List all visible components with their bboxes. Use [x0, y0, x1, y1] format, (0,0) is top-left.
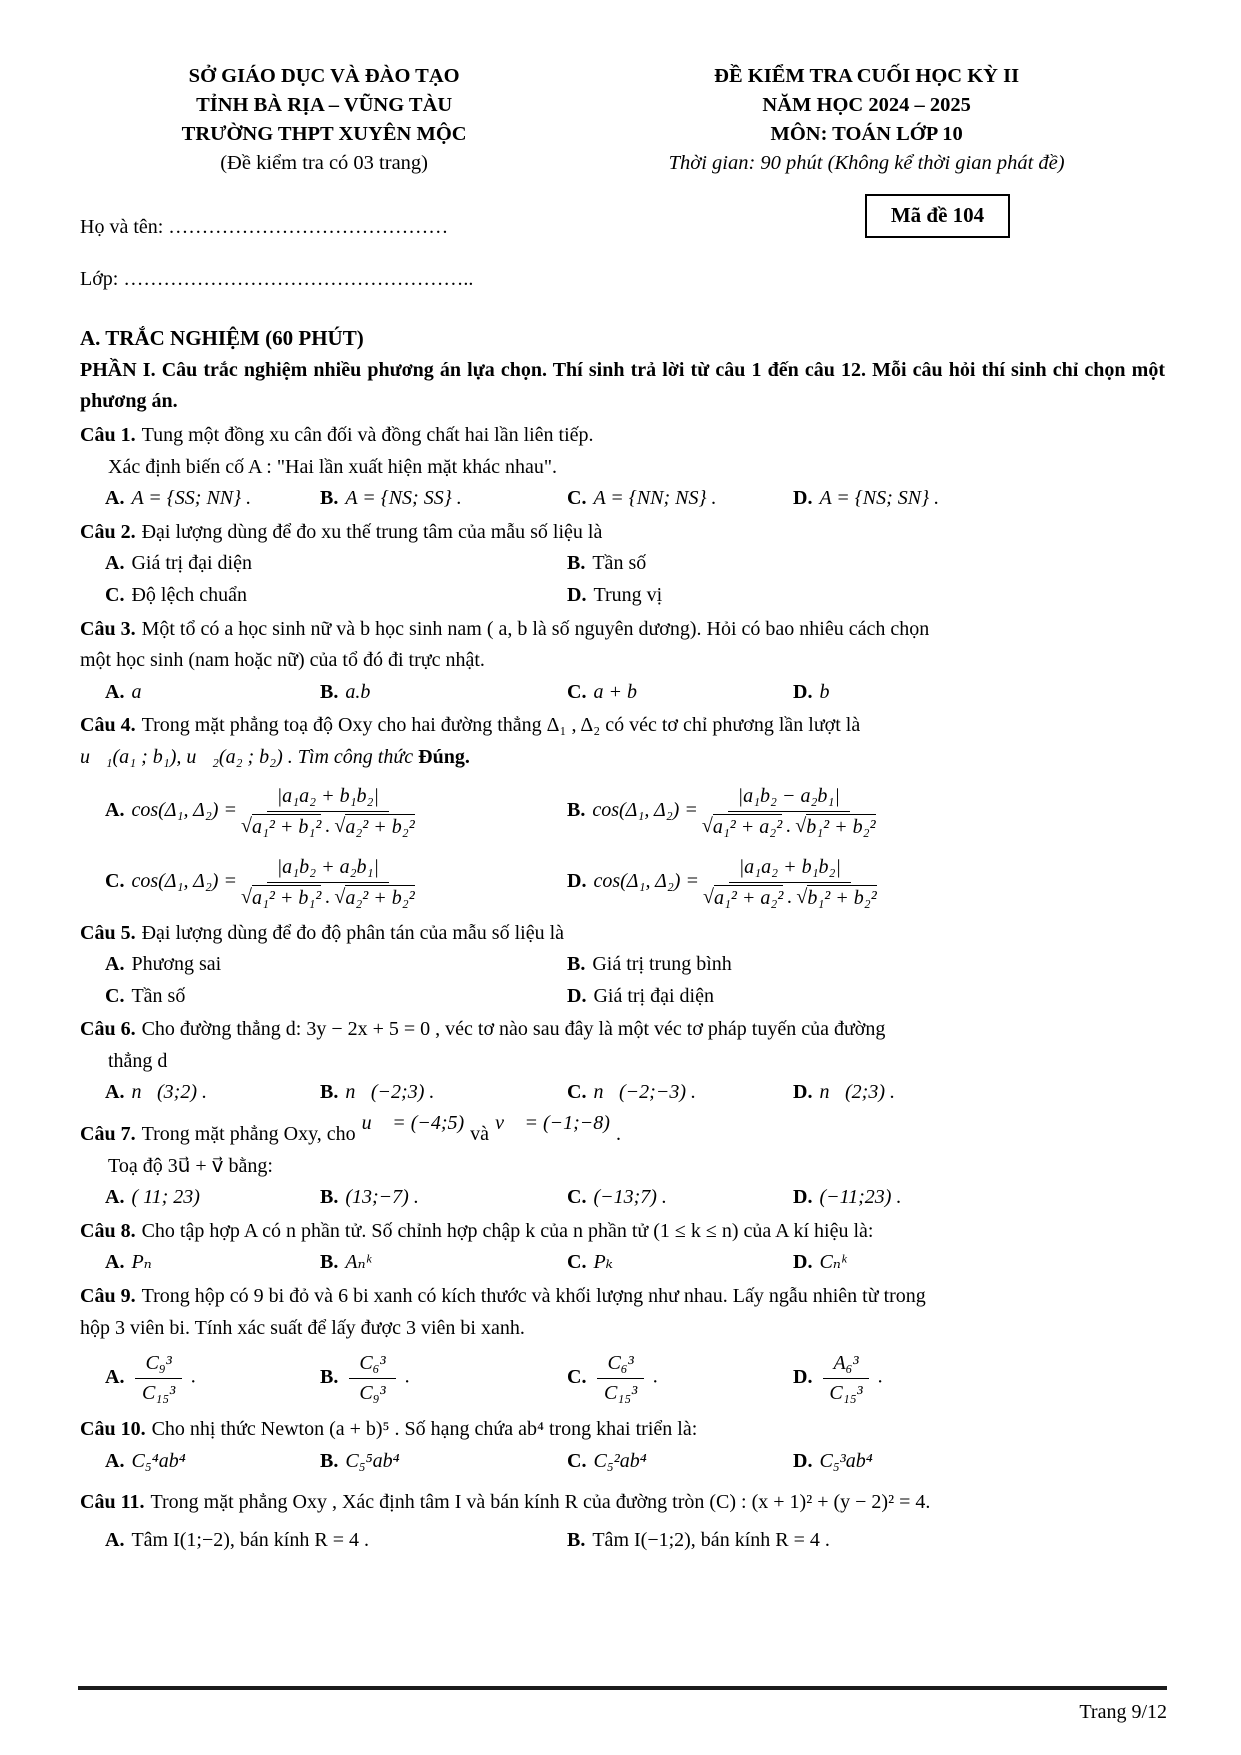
department-line: SỞ GIÁO DỤC VÀ ĐÀO TẠO [188, 65, 460, 87]
option-c: C. Độ lệch chuẩn [105, 583, 247, 606]
options-row [80, 548, 1165, 611]
options-row [80, 483, 1165, 515]
question-label: Câu 3. [80, 617, 136, 640]
options-row [80, 677, 1165, 709]
question-5 [80, 918, 1165, 1013]
question-7: Câu 7. Trong mặt phẳng Oxy, cho u⃗ = (−4;5) và v⃗ = (−1;−8) . Toạ độ 3u⃗ + v⃗ bằng: A. ( 11; 23) B. (13;−7) . C. (−13;7) . D. (−11;23) . [80, 1119, 1165, 1214]
sqrt-sign: √ [701, 814, 713, 837]
sqrt-sign: √ [240, 885, 252, 908]
question-2 [80, 517, 1165, 612]
question-text: Tung một đồng xu cân đối và đồng chất hai lần liên tiếp. [141, 423, 594, 446]
options-row [80, 1350, 1165, 1406]
options-row [80, 1077, 1165, 1109]
option-a: A. Phương sai [105, 953, 222, 976]
section-a-title: A. TRẮC NGHIỆM (60 PHÚT) [80, 325, 364, 350]
option-b: B. C₅⁵ab⁴ [320, 1449, 400, 1472]
school-line: TRƯỜNG THPT XUYÊN MỘC [181, 123, 467, 146]
option-b: B. Tần số [567, 552, 647, 575]
option-a: A. Tâm I(1;−2), bán kính R = 4 . [105, 1529, 369, 1552]
option-c: C. n⃗(−2;−3) . [567, 1081, 696, 1104]
options-row [80, 1182, 1165, 1214]
duration-line: Thời gian: 90 phút (Không kể thời gian phát đề) [668, 152, 1065, 175]
pages-note: (Đề kiểm tra có 03 trang) [220, 152, 428, 175]
option-b: B. Aₙᵏ [320, 1251, 372, 1274]
student-class-line: Lớp: …………………………………………….. [80, 268, 474, 291]
question-text: Đại lượng dùng để đo xu thế trung tâm của mẫu số liệu là [141, 520, 603, 543]
header-exam-block [568, 62, 1165, 178]
option-a: A. a [105, 680, 142, 703]
sqrt-sign: √ [795, 814, 807, 837]
option-c: C. Pₖ [567, 1251, 613, 1274]
question-text: Cho nhị thức Newton (a + b)⁵ . Số hạng chứa ab⁴ trong khai triển là: [151, 1418, 698, 1441]
option-a: A. Pₙ [105, 1251, 152, 1274]
option-a: A. C₅⁴ab⁴ [105, 1449, 186, 1472]
question-text: Đại lượng dùng để đo độ phân tán của mẫu số liệu là [141, 921, 565, 944]
question-label: Câu 8. [80, 1219, 136, 1242]
question-label: Câu 9. [80, 1285, 136, 1308]
question-text: Trong mặt phẳng Oxy , Xác định tâm I và bán kính R của đường tròn (C) : (x + 1)² + (y − 2)² = 4. [150, 1491, 931, 1514]
footer-divider [78, 1686, 1167, 1690]
question-label: Câu 4. [80, 714, 136, 737]
options-row [80, 949, 1165, 1012]
question-label: Câu 11. [80, 1491, 145, 1514]
option-b: B. A = {NS; SS} . [320, 487, 462, 510]
fraction: $\frac{\text{A₆³}}{\text{C₁₅³}}$ [823, 1350, 868, 1406]
option-a: A. ( 11; 23) [105, 1186, 200, 1209]
options-row [80, 1446, 1165, 1478]
option-d: D. Cₙᵏ [793, 1251, 847, 1274]
option-a: A. n⃗(3;2) . [105, 1081, 207, 1104]
question-text-2: u⃗₁(a₁ ; b₁), u⃗₂(a₂ ; b₂) . Tìm công thức [80, 745, 419, 768]
option-d: D. C₅³ab⁴ [793, 1449, 873, 1472]
option-a: A. $\frac{\text{C₉³}}{\text{C₁₅³}}$ . [105, 1352, 196, 1405]
option-d: D. b [793, 680, 830, 703]
question-11 [80, 1487, 1165, 1556]
option-c: C. (−13;7) . [567, 1186, 667, 1209]
fraction: |a₁a₂ + b₁b₂| √ a₁² + b₁² . √ a₂² + b₂² [240, 784, 415, 838]
option-a: A. A = {SS; NN} . [105, 487, 252, 510]
province-line: TỈNH BÀ RỊA – VŨNG TÀU [196, 94, 453, 117]
exam-header [80, 62, 1165, 178]
question-8 [80, 1216, 1165, 1279]
question-text: Trong mặt phẳng Oxy, cho [141, 1123, 356, 1146]
option-b: B. $\frac{\text{C₆³}}{\text{C₉³}}$ . [320, 1352, 410, 1405]
subject-line: MÔN: TOÁN LỚP 10 [770, 123, 963, 146]
sqrt-sign: √ [702, 885, 714, 908]
option-b: B. cos(Δ₁, Δ₂) = |a₁b₂ − a₂b₁| √ a₁² + a₂² . √ b₁² + b₂² [567, 784, 876, 838]
school-year: NĂM HỌC 2024 – 2025 [762, 94, 971, 117]
question-9 [80, 1281, 1165, 1406]
option-b: B. (13;−7) . [320, 1186, 419, 1209]
option-c: C. a + b [567, 680, 637, 703]
question-text-2: Xác định biến cố A : "Hai lần xuất hiện mặt khác nhau". [108, 455, 557, 478]
option-b: B. n⃗(−2;3) . [320, 1081, 435, 1104]
question-text: Trong mặt phẳng toạ độ Oxy cho hai đường thẳng Δ₁ , Δ₂ có véc tơ chỉ phương lần lượt là [141, 714, 861, 737]
options-row [80, 1525, 1165, 1557]
question-10 [80, 1414, 1165, 1477]
question-text-2: một học sinh (nam hoặc nữ) của tổ đó đi trực nhật. [80, 649, 485, 672]
option-a: A. Giá trị đại diện [105, 552, 252, 575]
question-emphasis: Đúng. [418, 745, 470, 768]
formula-options [80, 778, 1165, 916]
option-b: B. Tâm I(−1;2), bán kính R = 4 . [567, 1529, 830, 1552]
student-name-line: Họ và tên: …………………………………… [80, 216, 449, 239]
fraction: |a₁b₂ + a₂b₁| √ a₁² + b₁² . √ a₂² + b₂² [240, 855, 415, 909]
exam-code-box: Mã đề 104 [865, 194, 1010, 238]
question-text: Cho tập hợp A có n phần tử. Số chỉnh hợp chập k của n phần tử (1 ≤ k ≤ n) của A kí hiệu là: [141, 1219, 874, 1242]
question-text: Một tổ có a học sinh nữ và b học sinh nam ( a, b là số nguyên dương). Hỏi có bao nhiêu cách chọn [141, 617, 930, 640]
question-text: Cho đường thẳng d: 3y − 2x + 5 = 0 , véc tơ nào sau đây là một véc tơ pháp tuyến của đường [141, 1018, 886, 1041]
option-d: D. n⃗(2;3) . [793, 1081, 895, 1104]
option-b: B. a.b [320, 680, 371, 703]
question-text-2: Toạ độ 3u⃗ + v⃗ bằng: [108, 1154, 273, 1177]
question-4 [80, 710, 1165, 915]
question-text: Trong hộp có 9 bi đỏ và 6 bi xanh có kích thước và khối lượng như nhau. Lấy ngẫu nhiên từ trong [141, 1285, 926, 1308]
option-c: C. C₅²ab⁴ [567, 1449, 647, 1472]
fraction: $\frac{\text{C₉³}}{\text{C₁₅³}}$ [135, 1350, 181, 1406]
header-school-block [80, 62, 568, 178]
sqrt-sign: √ [240, 814, 252, 837]
sqrt-sign: √ [796, 885, 808, 908]
question-label: Câu 7. [80, 1123, 136, 1146]
fraction: $\frac{\text{C₆³}}{\text{C₉³}}$ [349, 1350, 395, 1406]
question-1 [80, 420, 1165, 515]
option-d: D. A = {NS; SN} . [793, 487, 940, 510]
option-c: C. $\frac{\text{C₆³}}{\text{C₁₅³}}$ . [567, 1352, 658, 1405]
question-label: Câu 2. [80, 520, 136, 543]
vector-u: u⃗ = (−4;5) [361, 1112, 465, 1135]
option-c: C. cos(Δ₁, Δ₂) = |a₁b₂ + a₂b₁| √ a₁² + b₁² . √ a₂² + b₂² [105, 855, 415, 909]
option-b: B. Giá trị trung bình [567, 953, 732, 976]
question-label: Câu 1. [80, 423, 136, 446]
question-text-2: thẳng d [108, 1049, 168, 1072]
question-text-2: hộp 3 viên bi. Tính xác suất để lấy được 3 viên bi xanh. [80, 1316, 525, 1339]
question-label: Câu 5. [80, 921, 136, 944]
option-c: C. A = {NN; NS} . [567, 487, 717, 510]
fraction: $\frac{\text{C₆³}}{\text{C₁₅³}}$ [597, 1350, 643, 1406]
question-label: Câu 10. [80, 1418, 146, 1441]
question-3 [80, 614, 1165, 709]
exam-title: ĐỀ KIỂM TRA CUỐI HỌC KỲ II [714, 65, 1020, 87]
part1-instructions: PHẦN I. Câu trắc nghiệm nhiều phương án lựa chọn. Thí sinh trả lời từ câu 1 đến câu 12. Mỗi câu hỏi thí sinh chỉ chọn một phương án. [80, 358, 1165, 413]
option-d: D. Trung vị [567, 583, 663, 606]
options-row [80, 1247, 1165, 1279]
option-d: D. $\frac{\text{A₆³}}{\text{C₁₅³}}$ . [793, 1352, 883, 1405]
question-label: Câu 6. [80, 1018, 136, 1041]
question-6 [80, 1014, 1165, 1109]
sqrt-sign: √ [334, 814, 346, 837]
option-d: D. (−11;23) . [793, 1186, 902, 1209]
option-d: D. Giá trị đại diện [567, 984, 714, 1007]
sqrt-sign: √ [334, 885, 346, 908]
option-a: A. cos(Δ₁, Δ₂) = |a₁a₂ + b₁b₂| √ a₁² + b₁² . √ a₂² + b₂² [105, 784, 415, 838]
fraction: |a₁b₂ − a₂b₁| √ a₁² + a₂² . √ b₁² + b₂² [701, 784, 876, 838]
option-c: C. Tần số [105, 984, 186, 1007]
fraction: |a₁a₂ + b₁b₂| √ a₁² + a₂² . √ b₁² + b₂² [702, 855, 877, 909]
page-number: Trang 9/12 [1079, 1701, 1167, 1723]
option-d: D. cos(Δ₁, Δ₂) = |a₁a₂ + b₁b₂| √ a₁² + a₂² . √ b₁² + b₂² [567, 855, 877, 909]
vector-v: v⃗ = (−1;−8) [495, 1112, 610, 1135]
